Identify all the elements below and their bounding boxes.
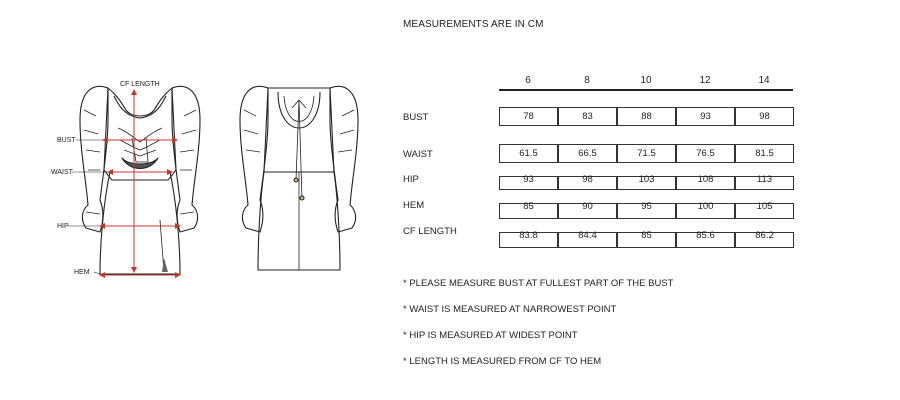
- row-label-hem: HEM: [403, 200, 425, 211]
- size-12: 12: [699, 75, 711, 86]
- page-title: MEASUREMENTS ARE IN CM: [403, 19, 544, 30]
- cell: 90: [558, 203, 617, 219]
- note-hip: * HIP IS MEASURED AT WIDEST POINT: [403, 330, 578, 341]
- note-waist: * WAIST IS MEASURED AT NARROWEST POINT: [403, 304, 617, 315]
- hem-label: HEM: [74, 269, 90, 276]
- cell: 78: [499, 107, 558, 126]
- cell: 85.6: [676, 232, 735, 248]
- cell: 81.5: [735, 144, 794, 163]
- note-length: * LENGTH IS MEASURED FROM CF TO HEM: [403, 356, 602, 367]
- cell: 71.5: [617, 144, 676, 163]
- row-label-cf-length: CF LENGTH: [403, 226, 457, 237]
- cell: 85: [617, 232, 676, 248]
- cell: 84.4: [558, 232, 617, 248]
- size-8: 8: [584, 75, 590, 86]
- cell: 113: [735, 176, 794, 190]
- cell: 100: [676, 203, 735, 219]
- front-view-dress: [80, 86, 200, 274]
- garment-diagrams: [0, 0, 390, 300]
- cell: 83: [558, 107, 617, 126]
- bust-label: BUST: [57, 137, 76, 144]
- cell: 85: [499, 203, 558, 219]
- cell: 86.2: [735, 232, 794, 248]
- cell: 83.8: [499, 232, 558, 248]
- note-bust: * PLEASE MEASURE BUST AT FULLEST PART OF THE BUST: [403, 278, 674, 289]
- cell: 61.5: [499, 144, 558, 163]
- cell: 95: [617, 203, 676, 219]
- size-14: 14: [758, 75, 770, 86]
- hip-label: HIP: [57, 223, 69, 230]
- cf-length-label: CF LENGTH: [120, 81, 160, 88]
- cell: 98: [735, 107, 794, 126]
- cell: 103: [617, 176, 676, 190]
- front-skirt: [100, 172, 180, 274]
- cell: 76.5: [676, 144, 735, 163]
- back-view-dress: [240, 86, 358, 270]
- row-label-waist: WAIST: [403, 149, 433, 160]
- waist-label: WAIST: [51, 169, 73, 176]
- header-rule: [499, 89, 793, 91]
- size-10: 10: [640, 75, 652, 86]
- cell: 93: [499, 176, 558, 190]
- cell: 108: [676, 176, 735, 190]
- row-label-bust: BUST: [403, 112, 429, 123]
- size-6: 6: [525, 75, 531, 86]
- cell: 93: [676, 107, 735, 126]
- cell: 66.5: [558, 144, 617, 163]
- cell: 98: [558, 176, 617, 190]
- measurement-arrows: [99, 89, 181, 278]
- cell: 88: [617, 107, 676, 126]
- row-label-hip: HIP: [403, 174, 419, 185]
- cell: 105: [735, 203, 794, 219]
